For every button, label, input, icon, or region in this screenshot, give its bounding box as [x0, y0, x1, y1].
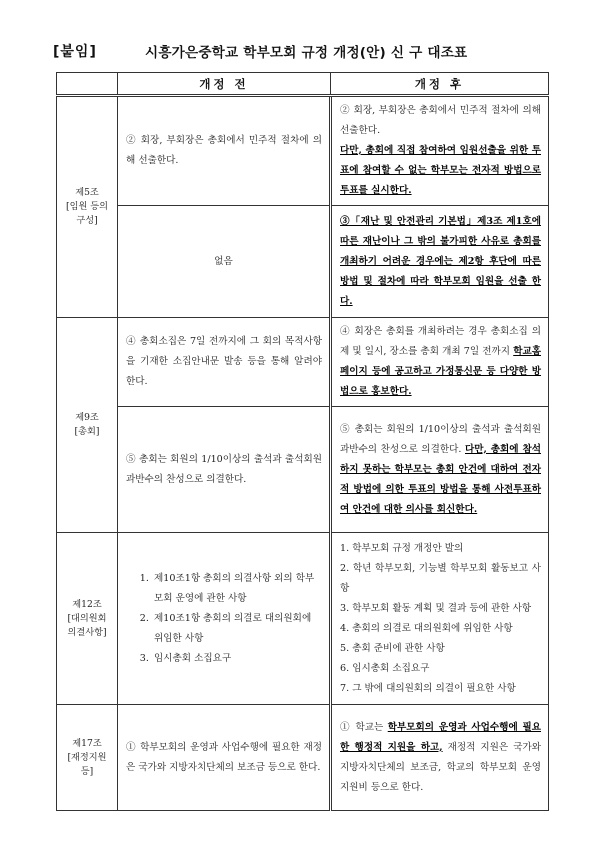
list-item: 7. 그 밖에 대의원회의 의결이 필요한 사항 — [340, 682, 516, 694]
page-header — [53, 41, 553, 65]
list-item: 3. 학부모회 활동 계획 및 결과 등에 관한 사항 — [340, 602, 532, 614]
new-text-amendment: ③「재난 및 안전관리 기본법」제3조 제1호에 따른 재난이나 그 밖의 불가피한 사유로 총회를 개최하기 어려운 경우에는 제2항 후단에 따른 방법 및 절차에 따라 학부모회 임원을 선출 한다. — [340, 215, 541, 307]
new-text-plain: ④ 회장은 총회를 개최하려는 경우 총회소집 의제 및 일시, 장소를 총회 개최 7일 전까지 — [340, 326, 541, 357]
list-item: 3. 임시총회 소집요구 — [152, 649, 323, 669]
new-text-amendment: 다만, 총회에 직접 참여하여 임원선출을 위한 투표에 참여할 수 없는 학부모는 전자적 방법으로 투표를 실시한다. — [340, 145, 541, 196]
list-item: 1. 제10조1항 총회의 의결사항 외의 학부모회 운영에 관한 사항 — [152, 569, 323, 609]
old-text-cell — [118, 533, 331, 705]
none-label: 없음 — [214, 255, 233, 267]
before-column-header: 개정 전 — [118, 73, 331, 96]
old-list — [118, 569, 329, 669]
new-text-amendment: 학부모회의 운영과 사업수행에 필요한 행정적 지원을 하고, — [340, 721, 541, 753]
table-row — [57, 533, 549, 705]
new-text-cell — [331, 705, 549, 811]
new-text-cell — [331, 407, 549, 533]
comparison-table — [56, 72, 549, 811]
table-row — [57, 705, 549, 811]
article-label-12: 제12조 [대의원회 의결사항] — [57, 533, 118, 705]
article-header-cell — [57, 73, 118, 96]
article-label-17: 제17조 [재정지원 등] — [57, 705, 118, 811]
new-text-plain: ⑤ 총회는 회원의 1/10이상의 출석과 출석회원 과반수의 찬성으로 의결한다. — [340, 423, 541, 455]
table-row — [57, 206, 549, 318]
table-row — [57, 96, 549, 206]
list-item: 2. 학년 학부모회, 기능별 학부모회 활동보고 사항 — [340, 562, 541, 594]
list-item: 1. 학부모회 규정 개정안 발의 — [340, 542, 464, 554]
list-item: 6. 임시총회 소집요구 — [340, 662, 430, 674]
document-title: 시흥가은중학교 학부모회 규정 개정(안) 신 구 대조표 — [145, 45, 468, 61]
new-text-plain: ② 회장, 부회장은 총회에서 민주적 절차에 의해 선출한다. — [340, 105, 541, 136]
article-label-5: 제5조 [임원 등의 구성] — [57, 96, 118, 318]
table-header-row — [57, 73, 549, 96]
list-item: 2. 제10조1항 총회의 의결로 대의원회에 위임한 사항 — [152, 609, 323, 649]
new-text-cell — [331, 533, 549, 705]
article-label-9: 제9조 [총회] — [57, 318, 118, 533]
list-item: 5. 총회 준비에 관한 사항 — [340, 642, 445, 654]
old-text-cell — [118, 206, 331, 318]
new-text-amendment: 다만, 총회에 참석하지 못하는 학부모는 총회 안건에 대하여 전자적 방법에 의한 투표의 방법을 통해 사전투표하여 안건에 대한 의사를 회신한다. — [340, 443, 541, 515]
old-text-cell: ⑤ 총회는 회원의 1/10이상의 출석과 출석회원 과반수의 찬성으로 의결한다. — [118, 407, 331, 533]
after-column-header: 개정 후 — [331, 73, 549, 96]
list-item: 4. 총회의 의결로 대의원회에 위임한 사항 — [340, 622, 513, 634]
new-text-cell — [331, 318, 549, 407]
new-text-plain: ① 학교는 — [340, 721, 388, 733]
old-text-cell: ④ 총회소집은 7일 전까지에 그 회의 목적사항을 기재한 소집안내문 발송 등을 통해 알려야 한다. — [118, 318, 331, 407]
new-text-cell — [331, 206, 549, 318]
new-text-amendment: 학교홈페이지 등에 공고하고 가정통신문 등 다양한 방법으로 홍보한다. — [340, 346, 541, 397]
new-list — [332, 535, 548, 703]
attachment-tag: [붙임] — [53, 44, 97, 60]
old-text-cell: ① 학부모회의 운영과 사업수행에 필요한 재정은 국가와 지방자치단체의 보조금 등으로 한다. — [118, 705, 331, 811]
new-text-plain: 재정적 지원은 국가와 지방자치단체의 보조금, 학교의 학부모회 운영 지원비 등으로 한다. — [340, 741, 541, 793]
table-row — [57, 407, 549, 533]
table-row — [57, 318, 549, 407]
new-text-cell — [331, 96, 549, 206]
old-text-cell: ② 회장, 부회장은 총회에서 민주적 절차에 의해 선출한다. — [118, 96, 331, 206]
